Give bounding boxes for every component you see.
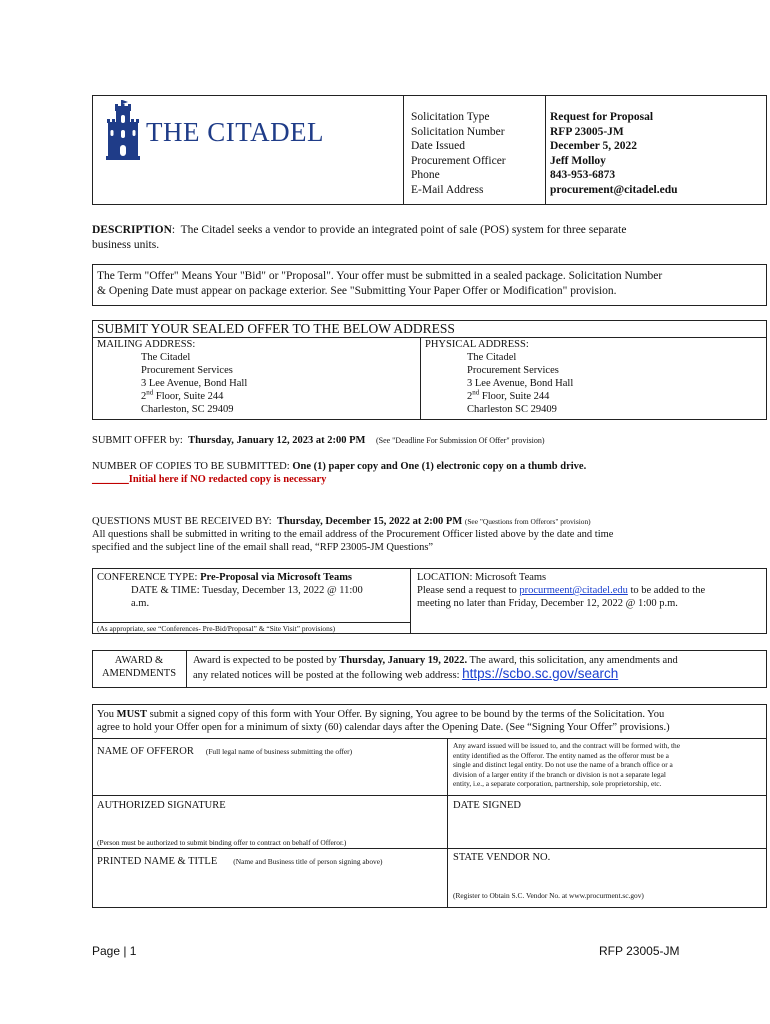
conference-datetime-1: DATE & TIME: Tuesday, December 13, 2022 @ 11:00 — [131, 585, 363, 596]
physical-line-5: Charleston SC 29409 — [467, 404, 557, 415]
location-line-2-pre: Please send a request to — [417, 585, 520, 596]
offer-terms-line-1: The Term "Offer" Means Your "Bid" or "Proposal". Your offer must be submitted in a sealed package. Solicitation Number — [97, 270, 663, 282]
vendor-note: (Register to Obtain S.C. Vendor No. at www.procurment.sc.gov) — [453, 891, 644, 900]
label-date-issued: Date Issued — [411, 140, 465, 152]
award-note-line-2: entity identified as the Offeror. The entity named as the offeror must be a — [453, 750, 669, 760]
name-of-offeror-field[interactable] — [97, 741, 352, 759]
conference-note-divider — [92, 622, 410, 623]
submit-offer-line — [92, 434, 545, 447]
label-procurement-officer: Procurement Officer — [411, 154, 506, 167]
conference-location — [417, 571, 705, 610]
award-text — [193, 654, 678, 682]
award-label — [92, 654, 186, 680]
award-line-2: any related notices will be posted at the following web address: — [193, 670, 460, 681]
must-text: MUST — [116, 709, 148, 720]
address-divider — [420, 337, 421, 420]
award-entity-note — [453, 741, 763, 789]
location-line-3: meeting no later than Friday, December 12, 2022 @ 1:00 p.m. — [417, 598, 678, 609]
authorized-signature-field[interactable]: AUTHORIZED SIGNATURE — [97, 800, 226, 811]
mailing-address — [97, 338, 247, 416]
value-date-issued: December 5, 2022 — [550, 140, 637, 152]
submit-offer-date: Thursday, January 12, 2023 at 2:00 PM — [188, 435, 366, 446]
physical-address-label: PHYSICAL ADDRESS: — [425, 339, 529, 350]
signing-divider-1 — [92, 738, 767, 739]
mailing-line-1: The Citadel — [141, 352, 191, 363]
header-divider-2 — [545, 95, 546, 205]
award-date: Thursday, January 19, 2022. — [339, 655, 468, 666]
description-text: The Citadel seeks a vendor to provide an integrated point of sale (POS) system for three separate — [180, 224, 627, 236]
mailing-line-4: 2nd Floor, Suite 244 — [141, 388, 224, 402]
award-text-pre: Award is expected to be posted by — [193, 655, 340, 666]
physical-line-1: The Citadel — [467, 352, 517, 363]
label-phone: Phone — [411, 169, 440, 181]
logo-wordmark: THE CITADEL — [146, 117, 325, 147]
authorized-signature-note: (Person must be authorized to submit binding offer to contract on behalf of Offeror.) — [97, 838, 347, 847]
questions-line-3: specified and the subject line of the email shall read, “RFP 23005-JM Questions” — [92, 542, 434, 553]
award-text-post: The award, this solicitation, any amendments and — [467, 655, 678, 666]
offer-terms-text — [97, 269, 662, 298]
signing-divider-3 — [92, 848, 767, 849]
citadel-tower-icon — [106, 100, 140, 162]
award-label-2: AMENDMENTS — [101, 668, 177, 679]
label-solicitation-number: Solicitation Number — [411, 125, 505, 138]
address-title: SUBMIT YOUR SEALED OFFER TO THE BELOW ADDRESS — [97, 321, 455, 336]
value-solicitation-number: RFP 23005-JM — [550, 125, 624, 138]
location-line-2-post: to be added to the — [627, 585, 706, 596]
header-labels — [411, 110, 506, 197]
header-divider-1 — [403, 95, 404, 205]
value-procurement-officer: Jeff Molloy — [550, 154, 606, 167]
mailing-address-label: MAILING ADDRESS: — [97, 339, 196, 350]
conference-divider — [410, 568, 411, 622]
submit-offer-note: (See "Deadline For Submission Of Offer" provision) — [375, 436, 545, 445]
questions-date: Thursday, December 15, 2022 at 2:00 PM — [276, 516, 463, 527]
physical-line-3: 3 Lee Avenue, Bond Hall — [467, 378, 574, 389]
description: DESCRIPTION: The Citadel seeks a vendor to provide an integrated point of sale (POS) system for three separate business units. — [92, 223, 762, 252]
copies-label: NUMBER OF COPIES TO BE SUBMITTED: — [92, 461, 290, 472]
questions-line-2: All questions shall be submitted in writing to the email address of the Procurement Officer listed above by the date and time — [92, 529, 614, 540]
value-solicitation-type: Request for Proposal — [550, 111, 654, 123]
location-email-link[interactable]: procurmeent@citadel.edu — [519, 585, 628, 596]
state-vendor-no-field[interactable]: STATE VENDOR NO. — [453, 852, 551, 863]
header-values — [550, 110, 678, 197]
name-of-offeror-note: (Full legal name of business submitting the offer) — [205, 747, 353, 756]
award-note-line-3: single and distinct legal entity. Do not use the name of a branch office or a — [453, 760, 673, 770]
award-note-line-4: division of a larger entity if the branch or division is not a separate legal — [453, 769, 666, 779]
signing-divider-2 — [92, 795, 767, 796]
description-label: DESCRIPTION — [92, 224, 172, 236]
offer-terms-line-2: & Opening Date must appear on package exterior. See "Submitting Your Paper Offer or Modification" provision. — [97, 284, 617, 297]
conference-note-right — [410, 622, 411, 634]
value-email: procurement@citadel.edu — [550, 183, 678, 196]
signing-intro: You MUST submit a signed copy of this form with Your Offer. By signing, You agree to be bound by the terms of the Solicitation. You agree to hold your Offer open for a minimum of sixty (60) calendar days after the Opening Date. (See “Signing Your Offer” provisions.) — [97, 709, 670, 733]
label-email: E-Mail Address — [411, 183, 484, 196]
copies-value: One (1) paper copy and One (1) electronic copy on a thumb drive. — [292, 461, 587, 472]
mailing-line-5: Charleston, SC 29409 — [141, 404, 234, 415]
physical-line-4: 2nd Floor, Suite 244 — [467, 388, 550, 402]
conference-type — [97, 571, 363, 610]
printed-name-label: PRINTED NAME & TITLE — [97, 856, 218, 867]
physical-address — [425, 338, 573, 416]
award-divider — [186, 650, 187, 688]
award-label-1: AWARD & — [114, 655, 164, 666]
signing-line-2: agree to hold your Offer open for a minimum of sixty (60) calendar days after the Opening Date. (See “Signing Your Offer” provisions.) — [97, 722, 670, 733]
conference-datetime-2: a.m. — [131, 598, 150, 609]
conference-type-value: Pre-Proposal via Microsoft Teams — [200, 572, 353, 583]
physical-line-2: Procurement Services — [467, 365, 559, 376]
mailing-line-2: Procurement Services — [141, 365, 233, 376]
initial-text: Initial here if NO redacted copy is necessary — [128, 474, 327, 485]
award-url-link[interactable]: https://scbo.sc.gov/search — [462, 666, 619, 681]
date-signed-field[interactable]: DATE SIGNED — [453, 800, 521, 811]
mailing-line-3: 3 Lee Avenue, Bond Hall — [141, 378, 248, 389]
initial-blank[interactable]: _______ — [92, 474, 129, 485]
copies-section — [92, 460, 586, 486]
label-solicitation-type: Solicitation Type — [411, 111, 490, 123]
award-note-line-1: Any award issued will be issued to, and the contract will be formed with, the — [453, 741, 681, 750]
questions-note: (See "Questions from Offerors" provision) — [464, 517, 591, 526]
description-text-2: business units. — [92, 238, 160, 251]
award-note-line-5: entity, i.e., a separate corporation, partnership, sole proprietorship, etc. — [453, 779, 662, 789]
value-phone: 843-953-6873 — [550, 169, 616, 181]
page-number: Page | 1 — [92, 944, 137, 958]
footer-rfp: RFP 23005-JM — [599, 944, 680, 958]
location-line-1: LOCATION: Microsoft Teams — [417, 572, 547, 583]
citadel-logo — [104, 100, 324, 165]
conference-note: (As appropriate, see “Conferences- Pre-Bid/Proposal” & “Site Visit” provisions) — [97, 624, 336, 633]
questions-label: QUESTIONS MUST BE RECEIVED BY: — [92, 516, 272, 527]
name-of-offeror-label: NAME OF OFFEROR — [97, 746, 194, 757]
submit-offer-label: SUBMIT OFFER by: — [92, 435, 183, 446]
questions-section — [92, 515, 613, 554]
printed-name-note: (Name and Business title of person signing above) — [233, 857, 383, 866]
printed-name-field[interactable] — [97, 851, 383, 869]
signing-vdivider — [447, 738, 448, 908]
conference-type-label: CONFERENCE TYPE: — [97, 572, 198, 583]
